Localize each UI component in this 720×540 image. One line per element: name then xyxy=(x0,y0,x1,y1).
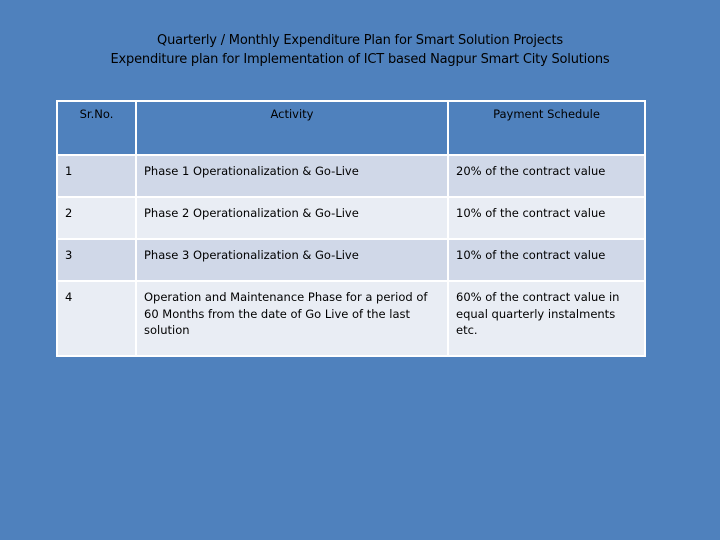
table-header-row xyxy=(57,101,645,155)
cell-activity: Phase 2 Operationalization & Go-Live xyxy=(136,197,448,239)
cell-sr-no: 3 xyxy=(57,239,136,281)
column-header-sr-no: Sr.No. xyxy=(57,101,136,155)
expenditure-table xyxy=(56,100,646,357)
slide-header xyxy=(0,31,720,69)
cell-activity: Phase 3 Operationalization & Go-Live xyxy=(136,239,448,281)
table-row xyxy=(57,239,645,281)
cell-sr-no: 2 xyxy=(57,197,136,239)
cell-payment: 60% of the contract value in equal quarterly instalments etc. xyxy=(448,281,645,356)
cell-sr-no: 4 xyxy=(57,281,136,356)
column-header-payment-schedule: Payment Schedule xyxy=(448,101,645,155)
slide-title: Quarterly / Monthly Expenditure Plan for Smart Solution Projects xyxy=(157,33,563,48)
cell-activity: Phase 1 Operationalization & Go-Live xyxy=(136,155,448,197)
cell-payment: 20% of the contract value xyxy=(448,155,645,197)
column-header-activity: Activity xyxy=(136,101,448,155)
table-row xyxy=(57,197,645,239)
cell-activity: Operation and Maintenance Phase for a period of 60 Months from the date of Go Live of the last solution xyxy=(136,281,448,356)
cell-payment: 10% of the contract value xyxy=(448,197,645,239)
cell-payment: 10% of the contract value xyxy=(448,239,645,281)
table-row xyxy=(57,281,645,356)
table-row xyxy=(57,155,645,197)
cell-sr-no: 1 xyxy=(57,155,136,197)
slide-subtitle: Expenditure plan for Implementation of ICT based Nagpur Smart City Solutions xyxy=(110,52,610,67)
